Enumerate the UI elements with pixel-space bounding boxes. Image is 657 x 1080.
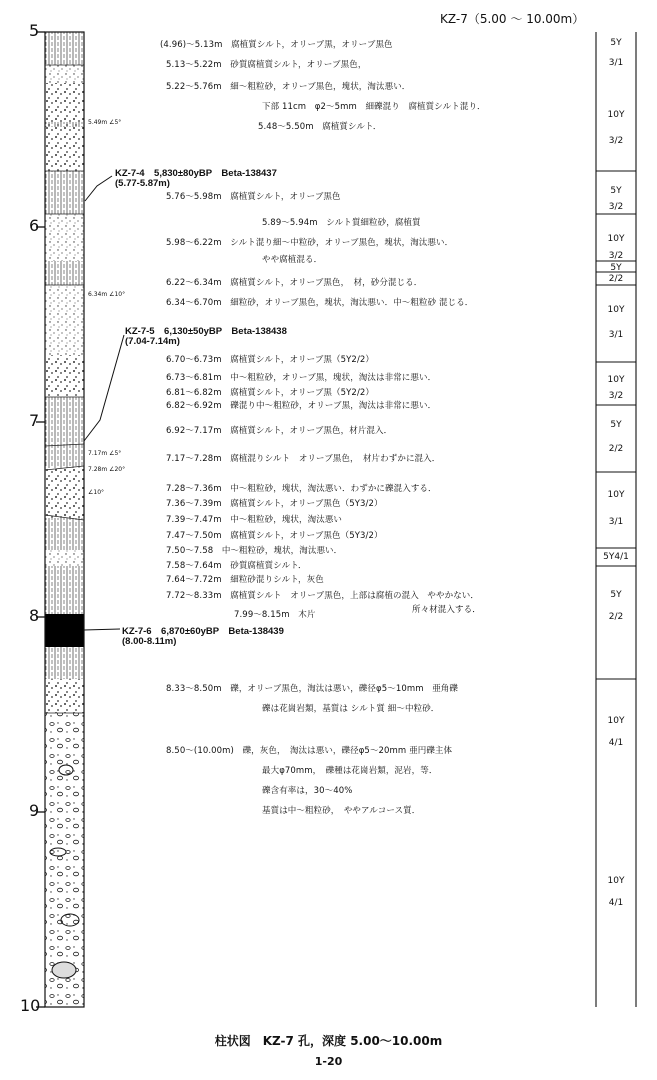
stratum-gravel-sand	[45, 679, 84, 713]
stratum-humic-silt-3	[45, 397, 84, 446]
description-line: 7.99〜8.15m 木片	[234, 610, 316, 620]
description-line: 5.48〜5.50m 腐植質シルト．	[258, 122, 382, 132]
description-line: 7.58〜7.64m 砂質腐植質シルト．	[166, 561, 307, 571]
munsell-value: 3/2	[608, 202, 624, 212]
munsell-hue: 5Y	[610, 186, 622, 196]
description-line: 5.22〜5.76m 細〜粗粒砂，オリーブ黒色，塊状，淘汰悪い．	[166, 82, 411, 92]
stratum-humic-silt	[45, 171, 84, 214]
sample-range: (7.04-7.14m)	[125, 336, 180, 347]
description-line: 7.64〜7.72m 細粒砂混りシルト，灰色	[166, 575, 324, 585]
description-line: 6.81〜6.82m 腐植質シルト，オリーブ黒（5Y2/2）	[166, 388, 375, 398]
description-line: 5.89〜5.94m シルト質細粒砂，腐植質	[262, 218, 421, 228]
description-line: 5.98〜6.22m シルト混り細〜中粒砂，オリーブ黒色，塊状，淘汰悪い．	[166, 238, 454, 248]
description-line: 6.82〜6.92m 礫混り中〜粗粒砂，オリーブ黒，淘汰は非常に悪い．	[166, 401, 437, 411]
description-line: 7.72〜8.33m 腐植質シルト オリーブ黒色，上部は腐植の混入 ややかない．	[166, 591, 479, 601]
sample-label: KZ-7-4 5,830±80yBP Beta-138437	[115, 168, 277, 179]
munsell-value: 3/2	[608, 136, 624, 146]
stratum-silt	[45, 32, 84, 65]
stratum-sandy-silt	[45, 65, 84, 83]
munsell-value: 2/2	[608, 274, 624, 284]
page-title: KZ-7（5.00 〜 10.00m）	[440, 12, 585, 26]
sample-label: KZ-7-5 6,130±50yBP Beta-138438	[125, 326, 287, 337]
figure-caption: 柱状図 KZ-7 孔，深度 5.00〜10.00m	[214, 1034, 443, 1048]
depth-label-7: 7	[29, 411, 40, 430]
munsell-color: 5Y4/1	[603, 552, 629, 562]
depth-label-6: 6	[29, 216, 40, 235]
description-line: 礫は花崗岩類，基質は シルト質 細〜中粒砂．	[262, 704, 440, 714]
description-line: 7.36〜7.39m 腐植質シルト，オリーブ黒色（5Y3/2）	[166, 499, 383, 509]
stratum-silty-sand	[45, 214, 84, 261]
munsell-value: 3/2	[608, 251, 624, 261]
munsell-value: 3/1	[608, 330, 624, 340]
stratum-fine-sand	[45, 285, 84, 355]
munsell-hue: 5Y	[610, 420, 622, 430]
munsell-value: 3/2	[608, 391, 624, 401]
dip-annotation: ∠10°	[88, 489, 105, 496]
depth-axis	[36, 32, 45, 1007]
munsell-hue: 10Y	[607, 234, 625, 244]
munsell-value: 2/2	[608, 612, 624, 622]
description-line: 礫含有率は，30〜40%	[262, 786, 353, 796]
dip-annotation: 5.49m ∠5°	[88, 119, 122, 126]
munsell-value: 4/1	[608, 898, 624, 908]
description-line: 6.22〜6.34m 腐植質シルト，オリーブ黒色， 材，砂分混じる．	[166, 278, 423, 288]
depth-label-8: 8	[29, 606, 40, 625]
description-line: 最大φ70mm， 礫種は花崗岩類，泥岩，等．	[262, 766, 438, 776]
depth-label-10: 10	[20, 996, 41, 1015]
munsell-hue: 10Y	[607, 876, 625, 886]
dip-annotation: 6.34m ∠10°	[88, 291, 126, 298]
description-line: 8.33〜8.50m 礫，オリーブ黒色，淘汰は悪い，礫径φ5〜10mm 亜角礫	[166, 684, 458, 694]
munsell-hue: 10Y	[607, 375, 625, 385]
stratum-silt-thin	[45, 122, 84, 127]
stratum-humic-silt-7	[45, 647, 84, 679]
stratum-wood	[45, 614, 84, 647]
description-line: 7.47〜7.50m 腐植質シルト，オリーブ黒色（5Y3/2）	[166, 531, 383, 541]
munsell-value: 2/2	[608, 444, 624, 454]
stratum-humic-silt-2	[45, 261, 84, 285]
stratum-silt-4	[45, 446, 84, 468]
description-line: 7.28〜7.36m 中〜粗粒砂，塊状，淘汰悪い．わずかに礫混入する．	[166, 484, 437, 494]
munsell-hue: 10Y	[607, 490, 625, 500]
description-line: 所々材混入する．	[412, 605, 481, 615]
description-line: 5.76〜5.98m 腐植質シルト，オリーブ黒色	[166, 192, 341, 202]
description-line: 7.39〜7.47m 中〜粗粒砂，塊状，淘汰悪い	[166, 515, 343, 525]
munsell-hue: 5Y	[610, 590, 622, 600]
description-line: 7.17〜7.28m 腐植混りシルト オリーブ黒色， 材片わずかに混入．	[166, 454, 441, 464]
description-line: (4.96)〜5.13m 腐植質シルト，オリーブ黒，オリーブ黒色	[160, 40, 393, 50]
munsell-hue: 10Y	[607, 305, 625, 315]
stratum-humic-silt-6	[45, 566, 84, 614]
munsell-value: 4/1	[608, 738, 624, 748]
depth-label-9: 9	[29, 801, 40, 820]
description-line: 8.50〜(10.00m) 礫，灰色， 淘汰は悪い，礫径φ5〜20mm 亜円礫主体	[166, 746, 453, 756]
dip-annotation: 7.17m ∠5°	[88, 450, 122, 457]
munsell-value: 3/1	[608, 517, 624, 527]
description-line: 下部 11cm φ2〜5mm 細礫混り 腐植質シルト混り．	[262, 102, 486, 112]
description-line: やや腐植混る．	[262, 255, 323, 265]
description-line: 6.70〜6.73m 腐植質シルト，オリーブ黒（5Y2/2）	[166, 355, 375, 365]
dip-annotation: 7.28m ∠20°	[88, 466, 126, 473]
munsell-hue: 5Y	[610, 263, 622, 273]
page-number: 1-20	[314, 1055, 343, 1068]
sample-range: (8.00-8.11m)	[122, 636, 177, 647]
stratum-silt-5	[45, 518, 84, 550]
stratum-sand-5	[45, 468, 84, 518]
sample-label: KZ-7-6 6,870±60yBP Beta-138439	[122, 626, 284, 637]
munsell-value: 3/1	[608, 58, 624, 68]
munsell-hue: 10Y	[607, 110, 625, 120]
description-line: 基質は中〜粗粒砂， ややアルコース質．	[262, 806, 421, 816]
stratum-coarse-sand	[45, 355, 84, 397]
munsell-hue: 10Y	[607, 716, 625, 726]
description-line: 6.92〜7.17m 腐植質シルト，オリーブ黒色，材片混入．	[166, 426, 393, 436]
description-line: 6.34〜6.70m 細粒砂，オリーブ黒色，塊状，淘汰悪い．中〜粗粒砂 混じる．	[166, 298, 474, 308]
depth-label-5: 5	[29, 21, 40, 40]
stratum-silty-sand-2	[45, 550, 84, 566]
sample-range: (5.77-5.87m)	[115, 178, 170, 189]
description-line: 6.73〜6.81m 中〜粗粒砂，オリーブ黒，塊状，淘汰は非常に悪い．	[166, 373, 437, 383]
description-line: 7.50〜7.58 中〜粗粒砂，塊状，淘汰悪い．	[166, 546, 343, 556]
munsell-hue: 5Y	[610, 38, 622, 48]
sample-leaders	[84, 176, 124, 630]
description-line: 5.13〜5.22m 砂質腐植質シルト，オリーブ黒色，	[166, 60, 367, 70]
lithology-column	[45, 32, 84, 1007]
